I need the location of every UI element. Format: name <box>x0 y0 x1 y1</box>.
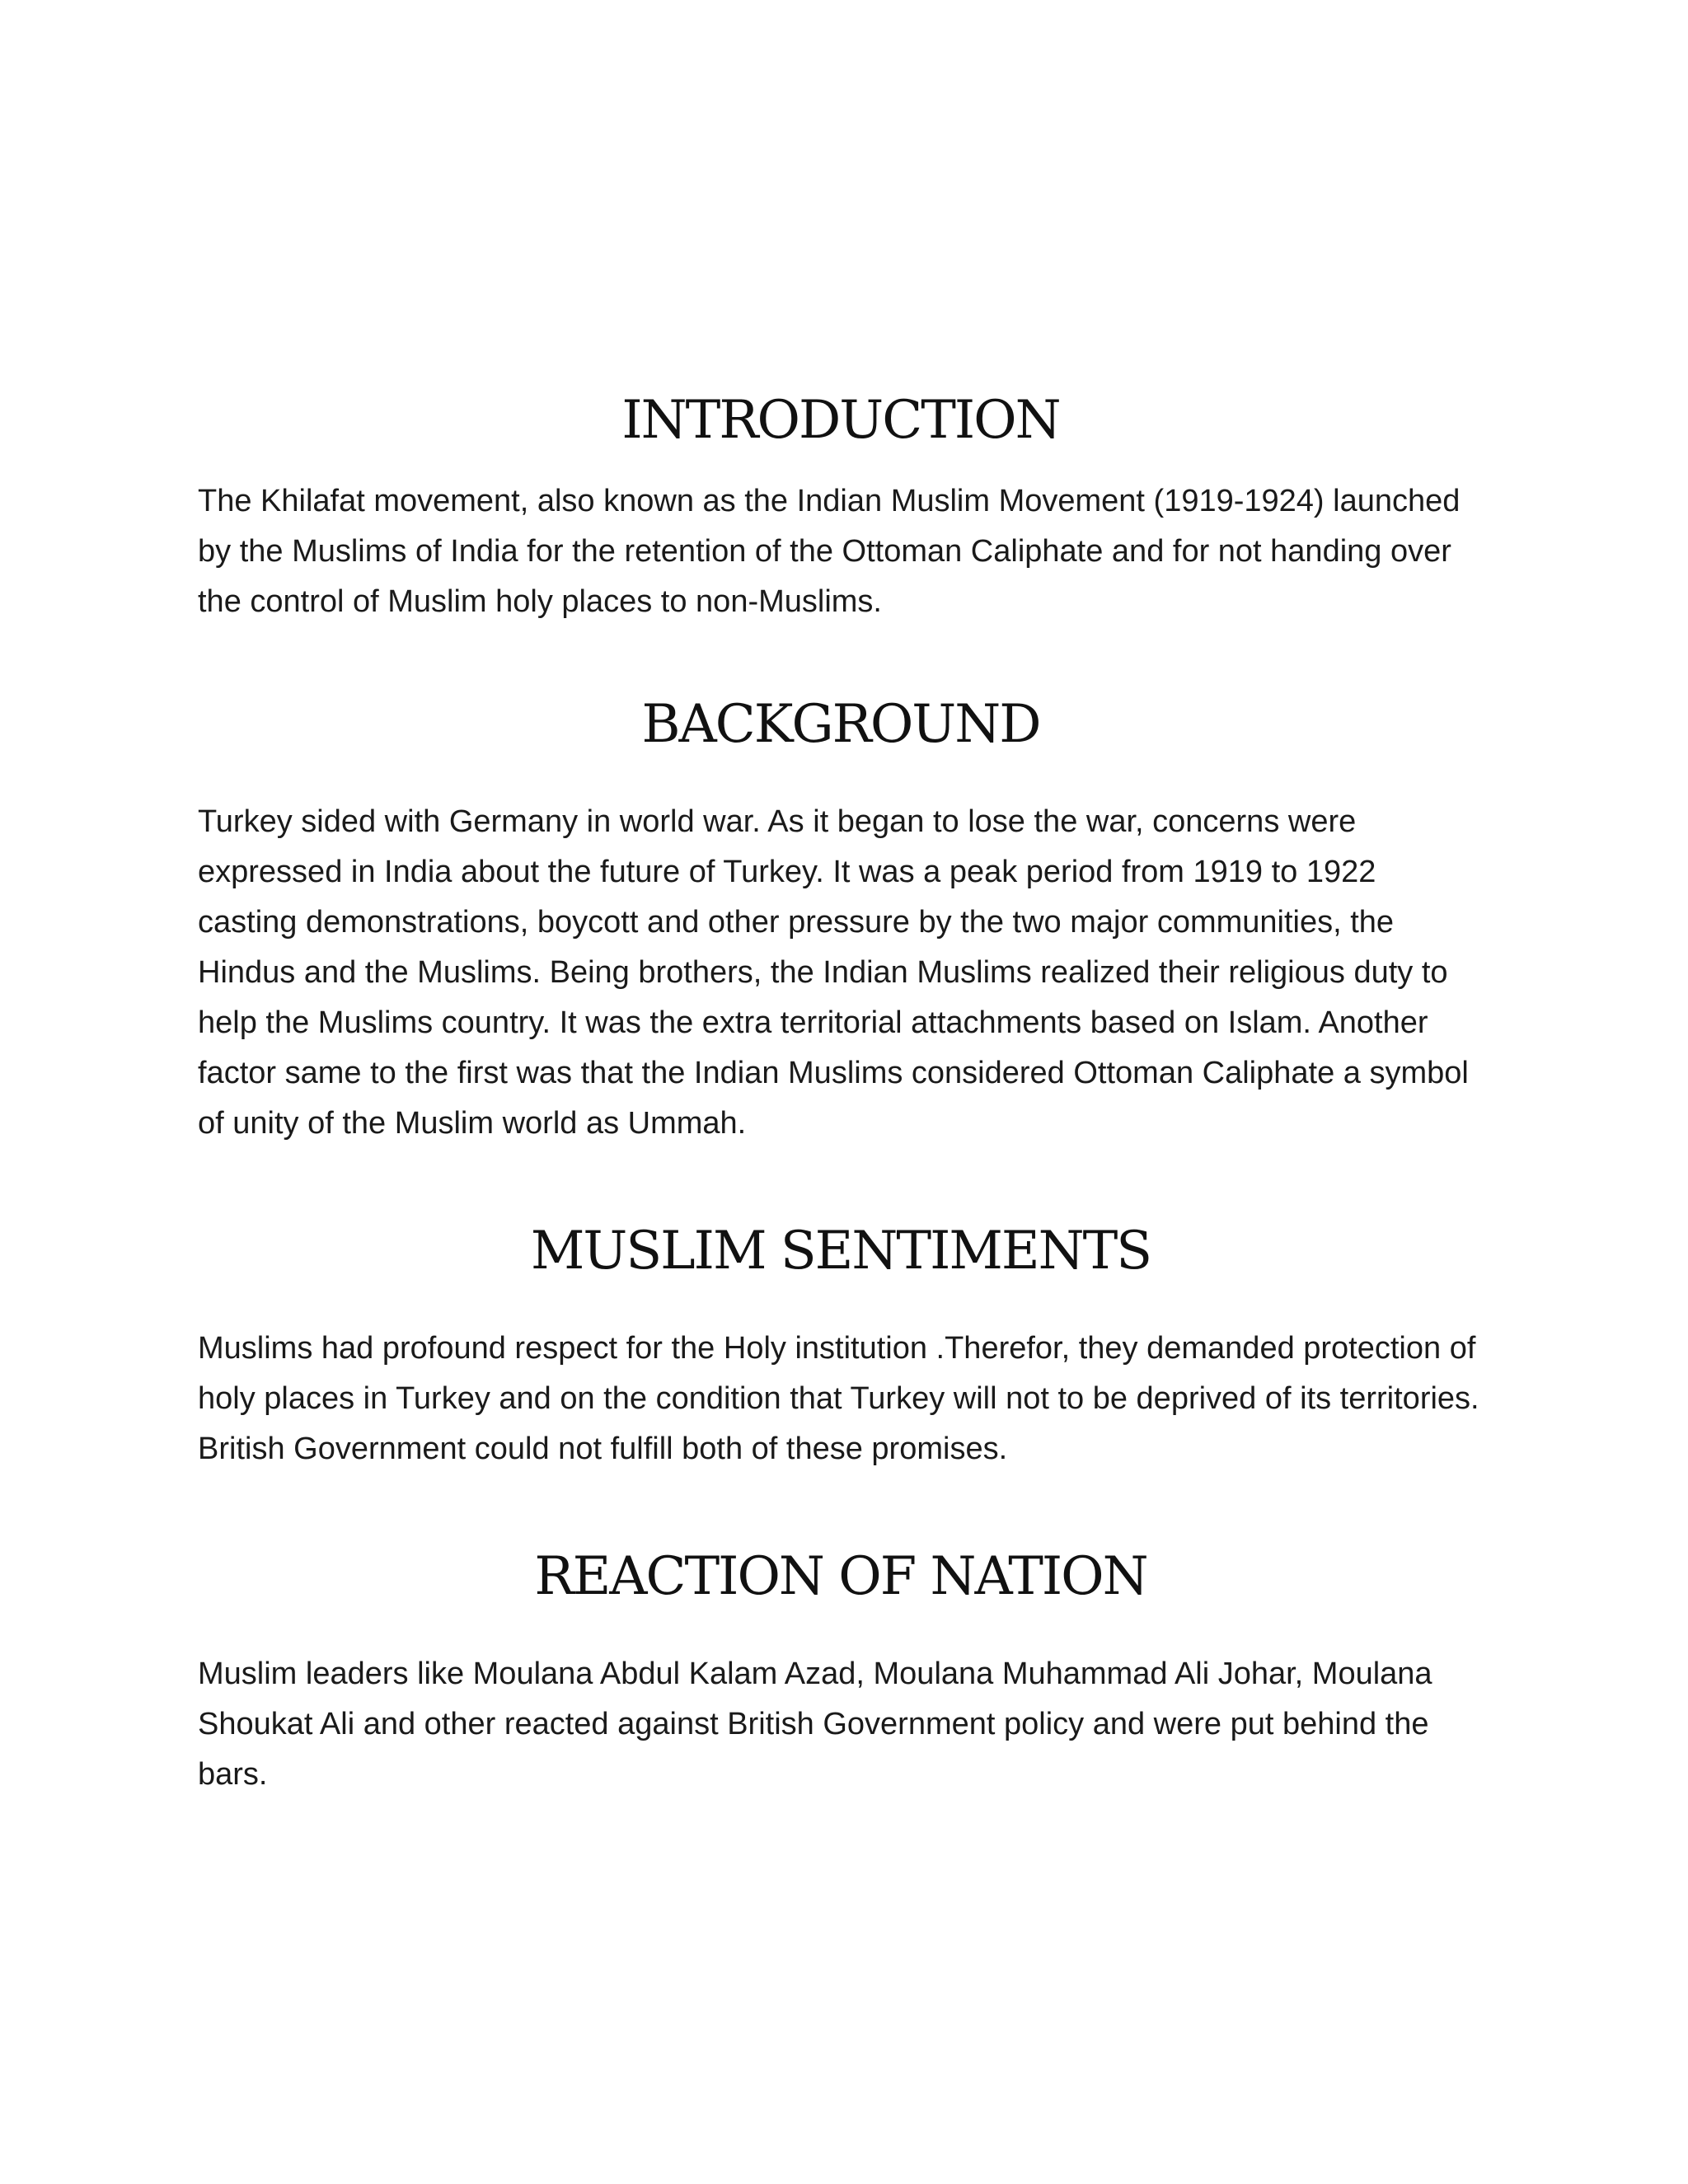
section-muslim-sentiments <box>198 1212 1484 1474</box>
section-body-muslim-sentiments: Muslims had profound respect for the Holy institution .Therefor, they demanded protection of holy places in Turkey and on the condition that Turkey will not to be deprived of its territories. British Government could not fulfill both of these promises. <box>198 1331 1479 1466</box>
section-body-introduction: The Khilafat movement, also known as the Indian Muslim Movement (1919-1924) launched by the Muslims of India for the retention of the Ottoman Caliphate and for not handing over the control of Muslim holy places to non-Muslims. <box>198 484 1461 619</box>
section-introduction <box>198 381 1484 627</box>
section-heading-reaction-of-nation: REACTION OF NATION <box>534 1546 1147 1607</box>
section-heading-background: BACKGROUND <box>641 694 1040 755</box>
section-body-background: Turkey sided with Germany in world war. As it began to lose the war, concerns were expressed in India about the future of Turkey. It was a peak period from 1919 to 1922 casting demonstrations, boycott and other pressure by the two major communities, the Hindus and the Muslims. Being brothers, the Indian Muslims realized their religious duty to help the Muslims country. It was the extra territorial attachments based on Islam. Another factor same to the first was that the Indian Muslims considered Ottoman Caliphate a symbol of unity of the Muslim world as Ummah. <box>198 804 1469 1141</box>
section-reaction-of-nation <box>198 1537 1484 1800</box>
section-background <box>198 685 1484 1149</box>
section-heading-muslim-sentiments: MUSLIM SENTIMENTS <box>530 1221 1151 1282</box>
section-body-reaction-of-nation: Muslim leaders like Moulana Abdul Kalam Azad, Moulana Muhammad Ali Johar, Moulana Shoukat Ali and other reacted against British Government policy and were put behind the bars. <box>198 1657 1432 1792</box>
section-heading-introduction: INTRODUCTION <box>621 390 1060 451</box>
document-content <box>198 381 1484 1800</box>
